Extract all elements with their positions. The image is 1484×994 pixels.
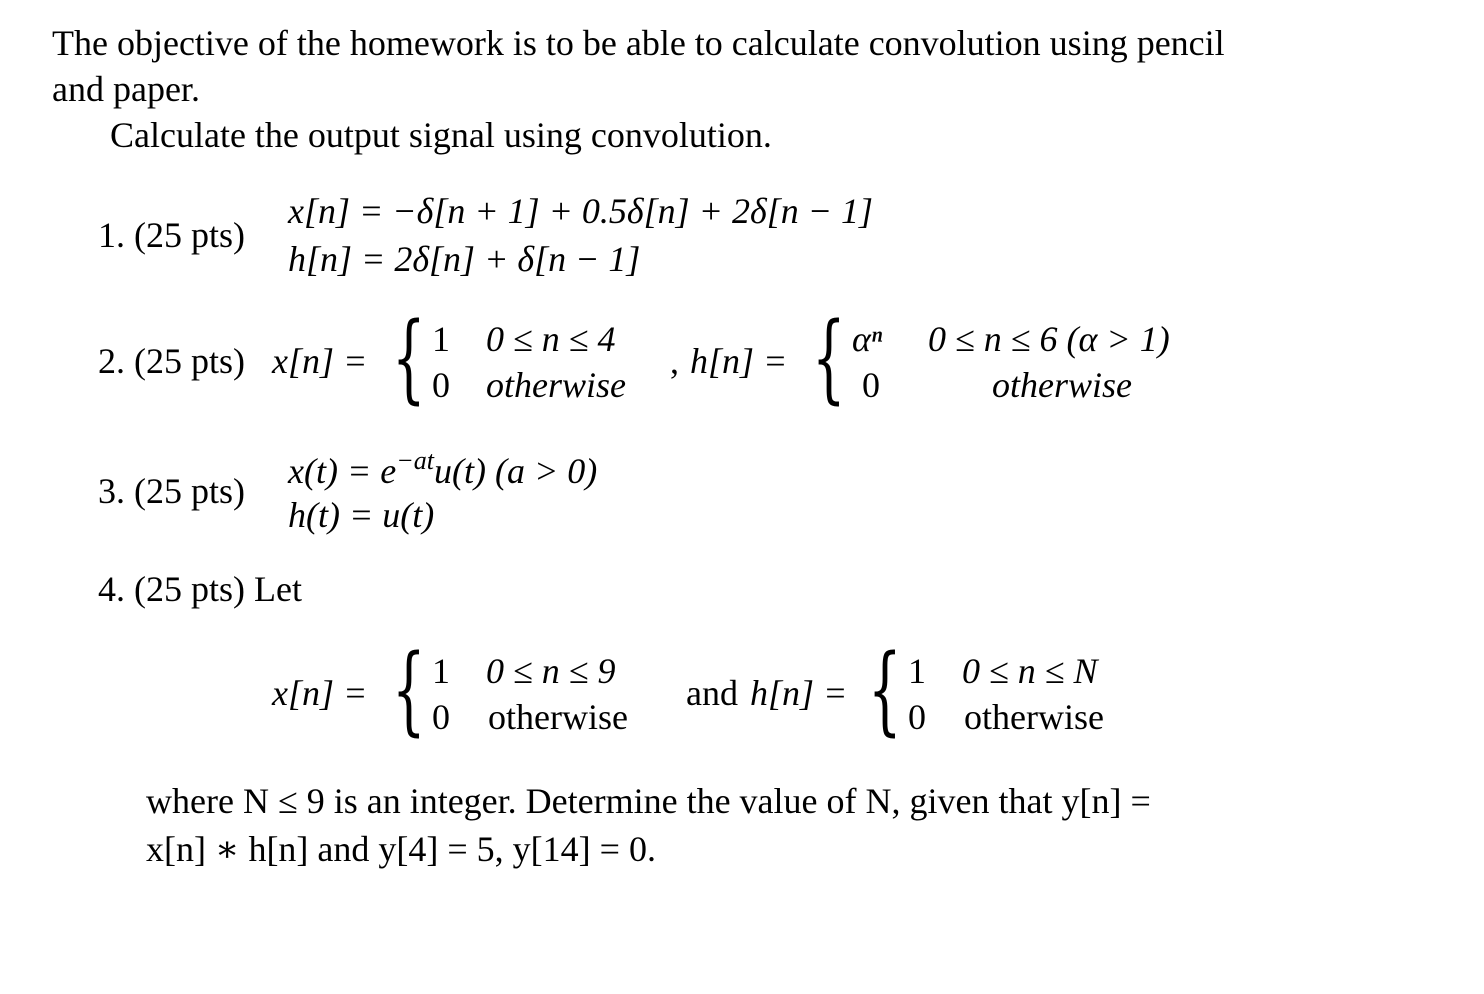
problem-2-x-case2-val: 0 [432, 365, 450, 405]
problem-3-label: 3. (25 pts) [98, 471, 245, 511]
problem-4-h-lhs: h[n] = [750, 673, 848, 713]
problem-4-h-case2-val: 0 [908, 697, 926, 737]
problem-1-eq-x: x[n] = −δ[n + 1] + 0.5δ[n] + 2δ[n − 1] [288, 191, 874, 231]
problem-2-h-case1-cond: 0 ≤ n ≤ 6 (α > 1) [928, 319, 1170, 359]
problem-4-x-case1-cond: 0 ≤ n ≤ 9 [486, 651, 616, 691]
problem-4-label: 4. (25 pts) Let [98, 569, 302, 609]
problem-4-x-brace: { [392, 634, 426, 746]
problem-4-x-lhs: x[n] = [272, 673, 368, 713]
objective-line-1: The objective of the homework is to be able to calculate convolution using pencil [52, 23, 1225, 63]
problem-4-text-line-2: x[n] ∗ h[n] and y[4] = 5, y[14] = 0. [146, 829, 656, 869]
problem-2-label: 2. (25 pts) [98, 341, 245, 381]
problem-3-eq-h: h(t) = u(t) [288, 495, 435, 535]
problem-2-x-case1-cond: 0 ≤ n ≤ 4 [486, 319, 616, 359]
problem-4-h-case1-val: 1 [908, 651, 926, 691]
problem-4-x-case1-val: 1 [432, 651, 450, 691]
problem-4-x-case2-cond: otherwise [488, 697, 628, 737]
problem-4-h-case2-cond: otherwise [964, 697, 1104, 737]
problem-4-text-line-1: where N ≤ 9 is an integer. Determine the value of N, given that y[n] = [146, 781, 1151, 821]
problem-1-label: 1. (25 pts) [98, 215, 245, 255]
problem-2-h-case2-cond: otherwise [992, 365, 1132, 405]
problem-2-h-brace: { [812, 302, 846, 414]
problem-2-x-case2-cond: otherwise [486, 365, 626, 405]
problem-4-x-case2-val: 0 [432, 697, 450, 737]
problem-2-h-lhs: h[n] = [690, 341, 788, 381]
problem-1-eq-h: h[n] = 2δ[n] + δ[n − 1] [288, 239, 641, 279]
homework-intro [52, 20, 1225, 158]
problem-2-separator: , [670, 341, 679, 381]
problem-4-h-case1-cond: 0 ≤ n ≤ N [962, 651, 1098, 691]
problem-2-h-case2-val: 0 [862, 365, 880, 405]
problem-4-and: and [686, 673, 738, 713]
problem-2-h-case1-val: αⁿ [852, 319, 883, 359]
problem-2-x-brace: { [392, 302, 426, 414]
problem-3-eq-x [288, 446, 597, 492]
instruction: Calculate the output signal using convolution. [110, 115, 772, 155]
problem-3-eq-x-base: x(t) = e [288, 451, 397, 491]
objective-line-2: and paper. [52, 69, 200, 109]
problem-2-x-lhs: x[n] = [272, 341, 368, 381]
problem-3-eq-x-exponent: −at [396, 446, 435, 475]
problem-4-h-brace: { [868, 634, 902, 746]
problem-2-x-case1-val: 1 [432, 319, 450, 359]
problem-3-eq-x-rest: u(t) (a > 0) [434, 451, 598, 491]
